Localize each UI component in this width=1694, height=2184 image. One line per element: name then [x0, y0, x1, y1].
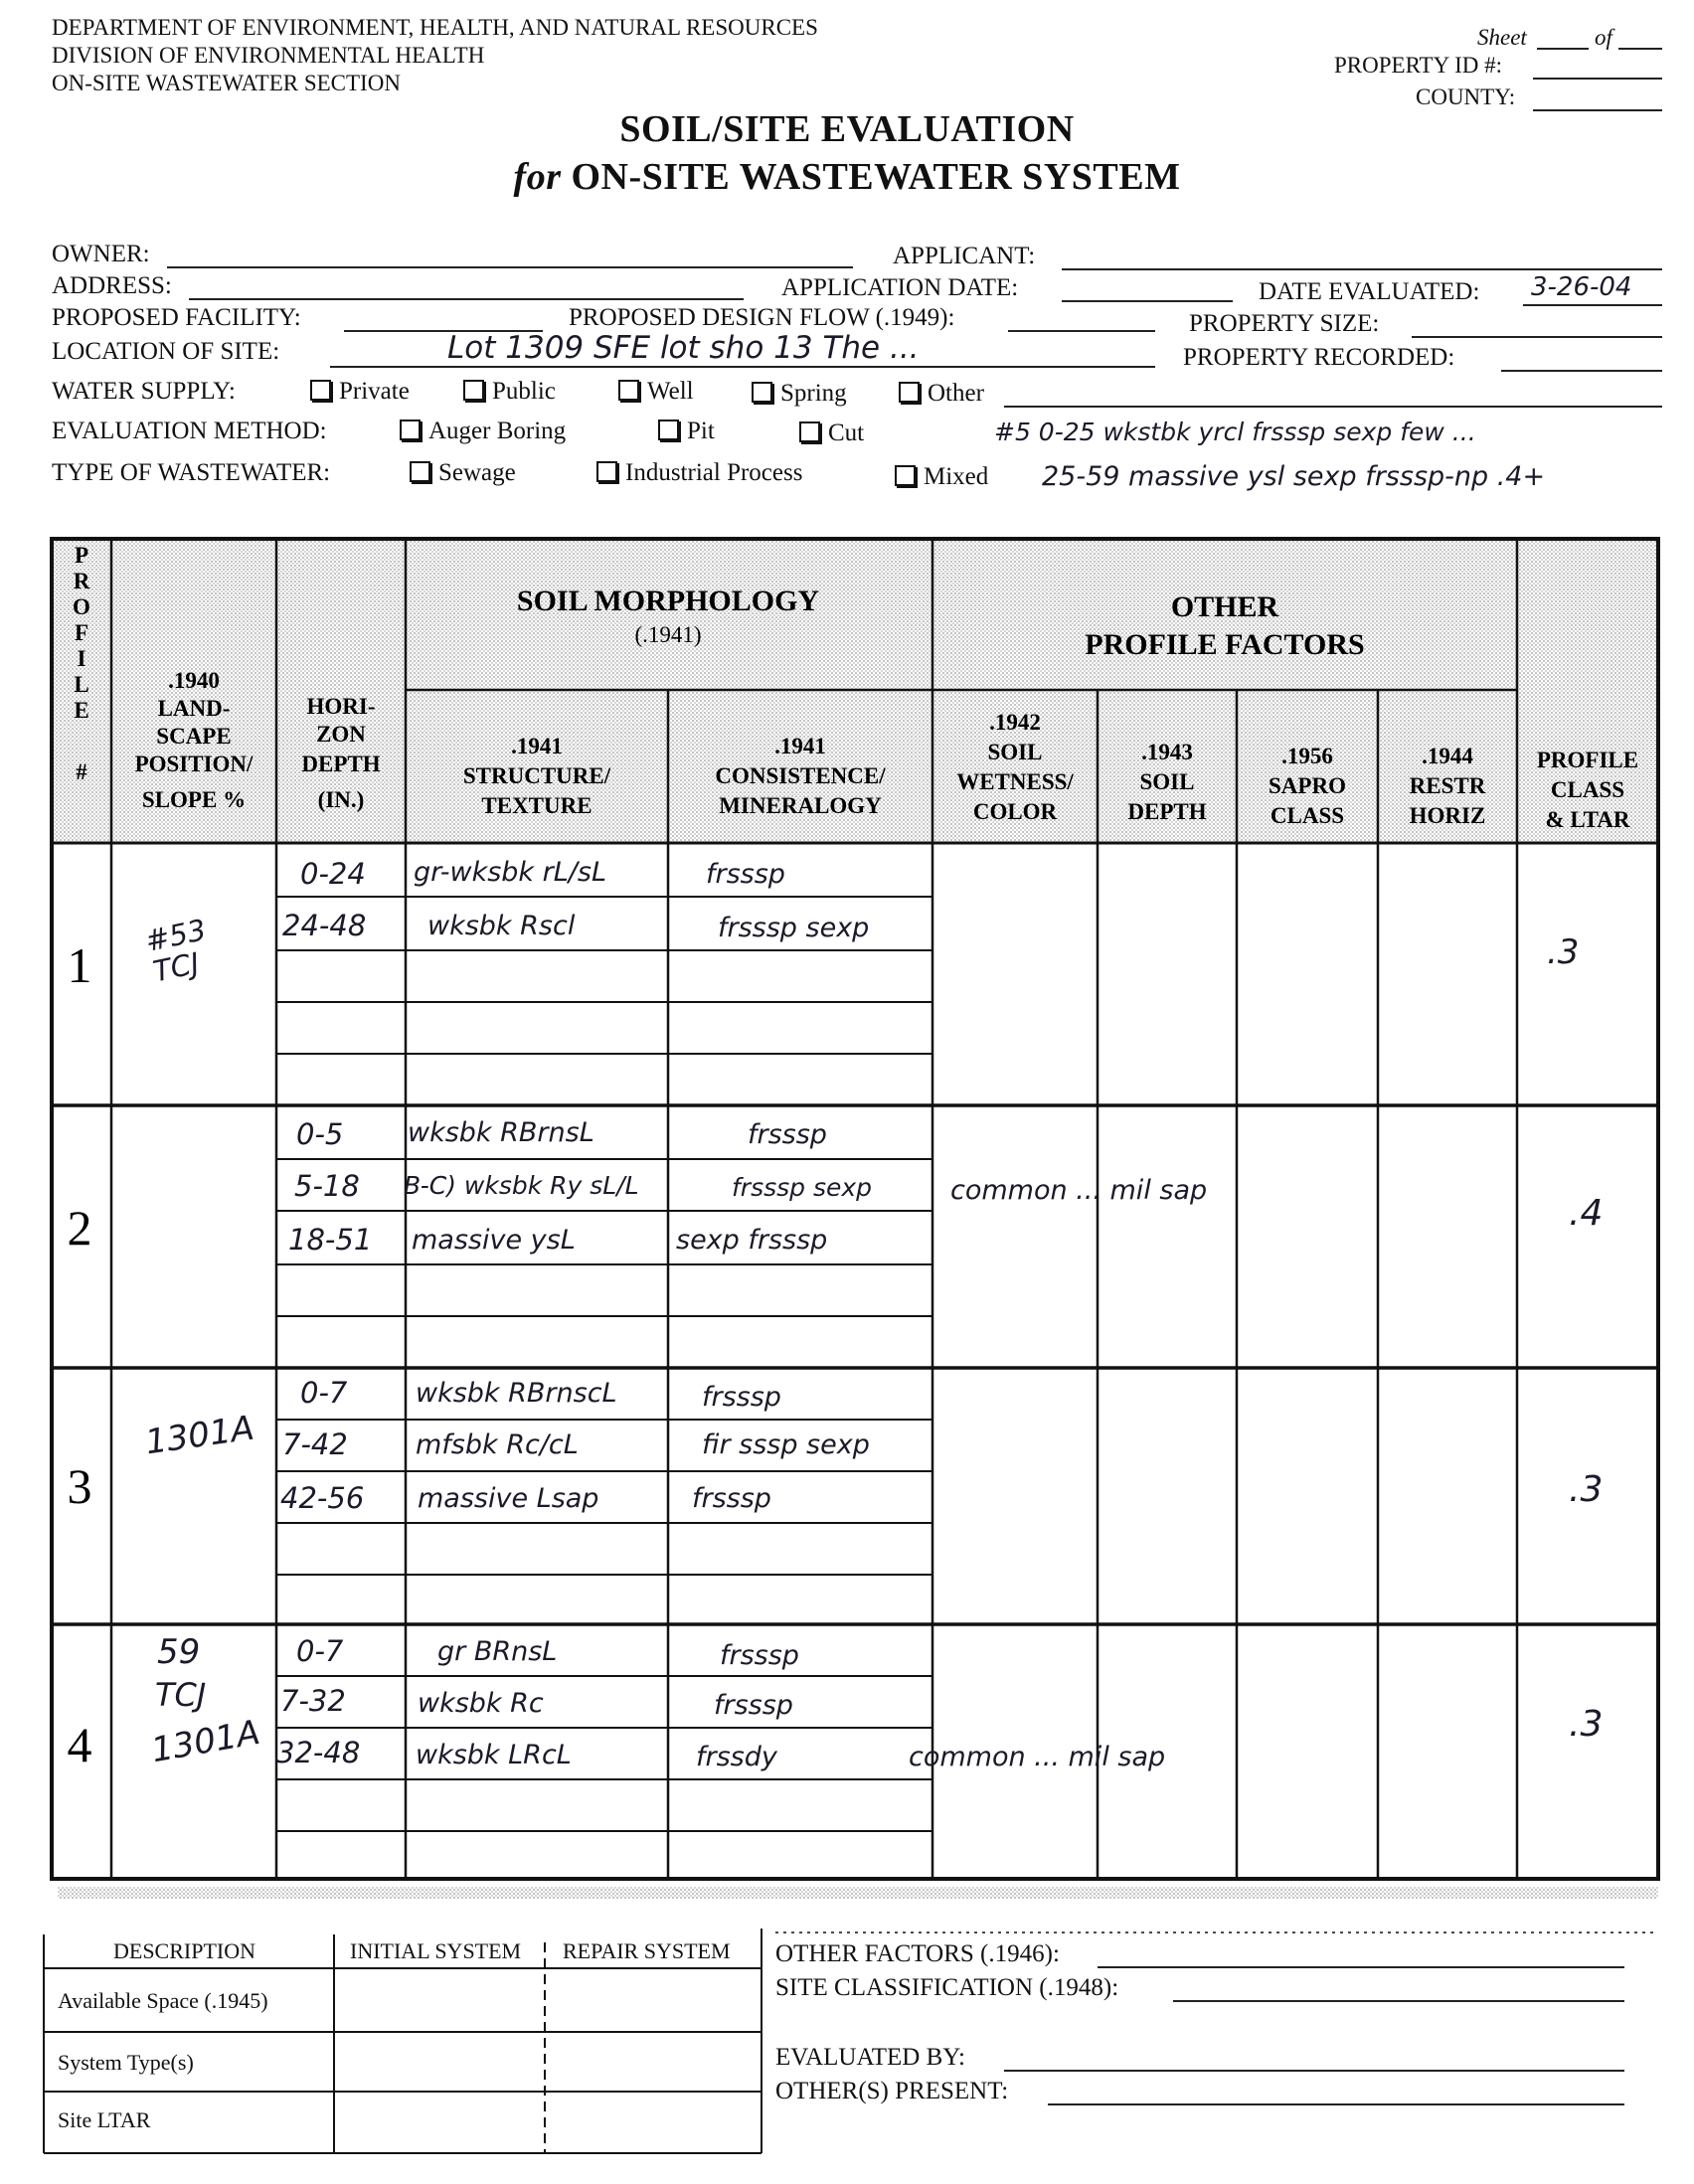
- profile-number: 1: [67, 937, 92, 993]
- other-factors-header: OTHER: [1170, 590, 1279, 623]
- horizon-structure: wksbk Rscl: [427, 911, 576, 941]
- horizon-depth: 0-24: [300, 857, 366, 891]
- horizon-depth: 42-56: [280, 1481, 365, 1515]
- site-ltar-label: Site LTAR: [58, 2107, 151, 2132]
- structure-header-line: TEXTURE: [481, 793, 593, 818]
- horizon-depth: 24-48: [282, 909, 367, 942]
- wastewater-industrial-label: Industrial Process: [625, 459, 803, 486]
- water-supply-spring-label: Spring: [780, 380, 847, 407]
- ltar-header-line: PROFILE: [1536, 748, 1639, 772]
- structure-header-line: STRUCTURE/: [462, 763, 611, 788]
- consistence-header-line: MINERALOGY: [719, 793, 882, 818]
- consistence-header-line: .1941: [774, 734, 826, 758]
- water-supply-label: WATER SUPPLY:: [52, 378, 236, 405]
- horizon-structure: wksbk Rc: [418, 1688, 544, 1719]
- horizon-structure: massive Lsap: [418, 1483, 599, 1514]
- sheet-of-label: of: [1595, 25, 1612, 50]
- landscape-entry: 1301A: [142, 1408, 257, 1463]
- horizon-header-line: ZON: [316, 722, 366, 747]
- landscape-entry: TCJ: [155, 1676, 207, 1714]
- ltar-header-line: & LTAR: [1545, 807, 1630, 832]
- wetness-header-line: COLOR: [972, 799, 1058, 824]
- profile-ltar: .3: [1569, 1704, 1604, 1745]
- available-space-label: Available Space (.1945): [58, 1988, 268, 2013]
- restr-header-line: .1944: [1422, 744, 1473, 768]
- department-line-2: DIVISION OF ENVIRONMENTAL HEALTH: [52, 43, 485, 68]
- water-supply-other-label: Other: [928, 380, 984, 407]
- landscape-header-line: SLOPE %: [141, 787, 247, 812]
- horizon-header-line: HORI-: [306, 694, 376, 719]
- horizon-structure: gr BRnsL: [437, 1636, 558, 1667]
- profile-header-letter: O: [73, 594, 90, 619]
- horizon-depth: 7-32: [280, 1684, 346, 1718]
- restr-header-line: RESTR: [1409, 773, 1486, 798]
- restr-header-line: HORIZ: [1409, 803, 1486, 828]
- horizon-consistence: frsssp: [692, 1483, 771, 1514]
- landscape-header-line: SCAPE: [156, 724, 232, 749]
- wastewater-mixed-label: Mixed: [924, 463, 989, 490]
- horizon-consistence: frsssp sexp: [718, 913, 870, 943]
- landscape-entry: 1301A: [148, 1712, 263, 1771]
- profile-header-letter: F: [74, 620, 89, 645]
- horizon-depth: 32-48: [276, 1736, 361, 1769]
- form-subtitle-for: for: [513, 156, 562, 198]
- site-classification-field[interactable]: [1173, 2000, 1624, 2002]
- location-value: Lot 1309 SFE lot sho 13 The ...: [447, 330, 920, 366]
- horizon-depth: 0-5: [296, 1117, 344, 1151]
- applicant-label: APPLICANT:: [893, 243, 1036, 269]
- landscape-header-line: POSITION/: [134, 752, 254, 776]
- evaluation-method-label: EVALUATION METHOD:: [52, 418, 327, 444]
- profile-ltar: .4: [1569, 1193, 1604, 1234]
- horizon-consistence: sexp frsssp: [676, 1225, 828, 1256]
- horizon-structure: wksbk LRcL: [416, 1740, 572, 1770]
- table-bottom-band: [58, 1887, 1658, 1899]
- wastewater-sewage-label: Sewage: [438, 459, 516, 486]
- landscape-entry: #53: [142, 913, 210, 958]
- water-supply-public-label: Public: [492, 378, 556, 405]
- department-line-1: DEPARTMENT OF ENVIRONMENT, HEALTH, AND NATURAL RESOURCES: [52, 15, 818, 40]
- horizon-depth: 0-7: [300, 1376, 348, 1410]
- property-id-label: PROPERTY ID #:: [1334, 53, 1503, 78]
- owner-label: OWNER:: [52, 241, 150, 267]
- profile-header-letter: E: [74, 698, 89, 723]
- soil-depth-header-line: DEPTH: [1127, 799, 1207, 824]
- location-label: LOCATION OF SITE:: [52, 338, 280, 365]
- soil-depth-header-line: SOIL: [1139, 769, 1195, 794]
- profile-ltar: .3: [1569, 1469, 1604, 1510]
- profile-wetness: common ... mil sap: [950, 1175, 1208, 1206]
- profile-header-letter: L: [74, 672, 89, 697]
- profile-number: 4: [67, 1717, 92, 1772]
- horizon-consistence: frsssp: [720, 1640, 799, 1671]
- sapro-header-line: .1956: [1281, 744, 1333, 768]
- horizon-header-line: DEPTH: [301, 752, 381, 776]
- horizon-depth: 18-51: [288, 1223, 373, 1257]
- date-evaluated-value: 3-26-04: [1531, 272, 1632, 302]
- structure-header-line: .1941: [511, 734, 563, 758]
- other-factors-field[interactable]: [1098, 1966, 1624, 1968]
- landscape-entry: TCJ: [149, 945, 203, 989]
- horizon-consistence: frssdy: [696, 1742, 777, 1772]
- ltar-header-line: CLASS: [1550, 777, 1625, 802]
- form-title: SOIL/SITE EVALUATION: [619, 108, 1075, 150]
- profile-header-letter: I: [77, 646, 86, 671]
- water-supply-private-label: Private: [339, 378, 410, 405]
- proposed-design-flow-label: PROPOSED DESIGN FLOW (.1949):: [569, 304, 955, 331]
- others-present-field[interactable]: [1048, 2103, 1624, 2105]
- ltar-header: [1537, 748, 1638, 832]
- horizon-consistence: frsssp: [714, 1690, 793, 1721]
- repair-system-header: REPAIR SYSTEM: [563, 1938, 731, 1963]
- address-label: ADDRESS:: [52, 272, 172, 299]
- county-label: COUNTY:: [1416, 84, 1516, 109]
- horizon-structure: wksbk RBrnsL: [408, 1117, 594, 1148]
- other-factors-header-line-2: PROFILE FACTORS: [1085, 628, 1365, 661]
- soil-depth-header-line: .1943: [1141, 740, 1193, 764]
- horizon-consistence: frsssp: [748, 1119, 827, 1150]
- landscape-entry: 59: [157, 1632, 201, 1672]
- landscape-header-line: LAND-: [157, 696, 231, 721]
- consistence-header-line: CONSISTENCE/: [715, 763, 886, 788]
- system-types-label: System Type(s): [58, 2050, 194, 2075]
- department-line-3: ON-SITE WASTEWATER SECTION: [52, 71, 401, 95]
- profile-header-letter: #: [76, 759, 87, 784]
- margin-note-line-2: 25-59 massive ysl sexp frsssp-np .4+: [1042, 461, 1546, 492]
- profile-number: 2: [67, 1200, 92, 1256]
- form-subtitle-system: ON-SITE WASTEWATER SYSTEM: [571, 156, 1181, 198]
- profile-header-letter: R: [73, 569, 90, 593]
- horizon-depth: 5-18: [294, 1169, 360, 1203]
- sheet-label: Sheet: [1477, 25, 1527, 50]
- evaluation-auger-boring-label: Auger Boring: [428, 418, 567, 444]
- horizon-structure: mfsbk Rc/cL: [416, 1429, 579, 1460]
- site-classification-label: SITE CLASSIFICATION (.1948):: [775, 1974, 1119, 2001]
- property-recorded-label: PROPERTY RECORDED:: [1183, 344, 1455, 371]
- description-header: DESCRIPTION: [113, 1938, 256, 1963]
- evaluation-cut-label: Cut: [828, 420, 865, 446]
- evaluation-pit-label: Pit: [687, 418, 715, 444]
- initial-system-header: INITIAL SYSTEM: [350, 1938, 522, 1963]
- margin-note-line-1: #5 0-25 wkstbk yrcl frsssp sexp few ...: [994, 418, 1476, 446]
- sapro-header-line: SAPRO: [1269, 773, 1346, 798]
- sapro-header-line: CLASS: [1270, 803, 1345, 828]
- profile-number: 3: [67, 1458, 92, 1514]
- soil-morphology-subheader: (.1941): [634, 622, 702, 647]
- application-date-label: APPLICATION DATE:: [781, 274, 1019, 301]
- evaluated-by-field[interactable]: [1004, 2070, 1624, 2072]
- wetness-header-line: WETNESS/: [956, 769, 1074, 794]
- profile-ltar: .3: [1547, 932, 1580, 972]
- profile-header-letter: P: [74, 543, 89, 568]
- horizon-structure: gr-wksbk rL/sL: [414, 857, 606, 888]
- horizon-structure: massive ysL: [412, 1225, 576, 1256]
- wetness-header-line: SOIL: [987, 740, 1043, 764]
- water-supply-well-label: Well: [647, 378, 694, 405]
- horizon-depth: 0-7: [296, 1634, 344, 1668]
- horizon-consistence: fir sssp sexp: [702, 1429, 870, 1460]
- horizon-structure: wksbk RBrnscL: [416, 1378, 617, 1409]
- horizon-depth: 7-42: [282, 1428, 348, 1461]
- others-present-label: OTHER(S) PRESENT:: [775, 2078, 1009, 2104]
- evaluated-by-label: EVALUATED BY:: [775, 2044, 965, 2071]
- other-factors-label: OTHER FACTORS (.1946):: [775, 1940, 1060, 1967]
- proposed-facility-label: PROPOSED FACILITY:: [52, 304, 301, 331]
- horizon-consistence: frsssp sexp: [732, 1173, 873, 1202]
- horizon-structure: B-C) wksbk Ry sL/L: [404, 1171, 639, 1200]
- horizon-consistence: frsssp: [702, 1382, 781, 1413]
- horizon-header-line: (IN.): [317, 787, 365, 812]
- wastewater-label: TYPE OF WASTEWATER:: [52, 459, 331, 486]
- horizon-consistence: frsssp: [706, 859, 785, 890]
- landscape-header-line: .1940: [168, 668, 220, 693]
- wetness-header-line: .1942: [989, 710, 1041, 735]
- soil-morphology-header: SOIL MORPHOLOGY: [516, 585, 820, 617]
- date-evaluated-label: DATE EVALUATED:: [1259, 278, 1480, 305]
- profile-wetness: common ... mil sap: [909, 1742, 1166, 1772]
- property-size-label: PROPERTY SIZE:: [1189, 310, 1380, 337]
